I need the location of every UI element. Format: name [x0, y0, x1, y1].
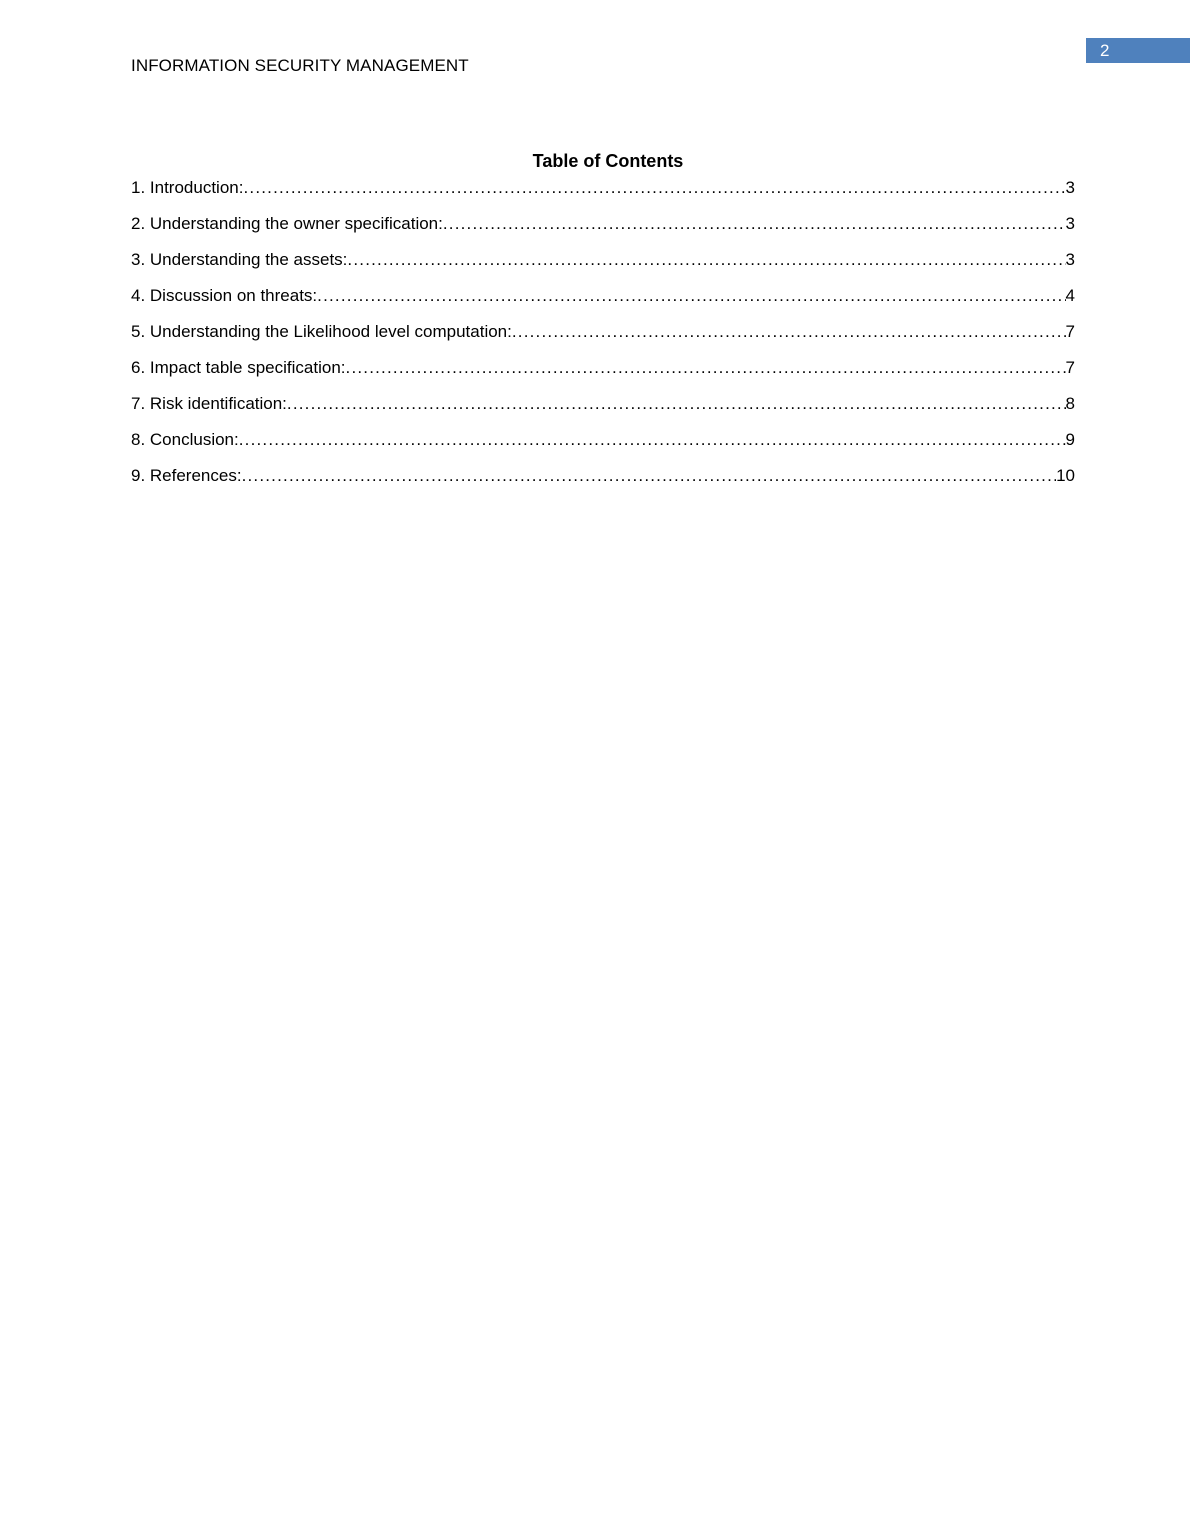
toc-entry[interactable]	[131, 393, 1075, 429]
toc-entry-page: 3	[1065, 178, 1075, 197]
toc-entry[interactable]	[131, 465, 1075, 501]
toc-title: Table of Contents	[532, 151, 684, 171]
toc-entry-label: 6. Impact table specification:	[131, 358, 346, 377]
toc-entry-label: 4. Discussion on threats:	[131, 286, 318, 305]
toc-entry-label: 2. Understanding the owner specification:	[131, 214, 443, 233]
toc-entry-label: 5. Understanding the Likelihood level computation:	[131, 322, 512, 341]
toc-entry-page: 3	[1065, 250, 1075, 269]
toc-entry-page: 8	[1065, 394, 1075, 413]
toc-entry-page: 9	[1065, 430, 1075, 449]
dot-leader	[347, 249, 1065, 285]
toc-entry-page: 7	[1065, 322, 1075, 341]
toc-entry[interactable]	[131, 321, 1075, 357]
table-of-contents	[131, 177, 1075, 501]
dot-leader	[443, 213, 1066, 249]
toc-entry[interactable]	[131, 357, 1075, 393]
dot-leader	[243, 177, 1065, 213]
toc-entry-label: 3. Understanding the assets:	[131, 250, 348, 269]
toc-entry[interactable]	[131, 429, 1075, 465]
toc-entry[interactable]	[131, 213, 1075, 249]
dot-leader	[242, 465, 1057, 501]
dot-leader	[346, 357, 1066, 393]
toc-entry-label: 1. Introduction:	[131, 178, 244, 197]
toc-entry[interactable]	[131, 249, 1075, 285]
dot-leader	[287, 393, 1066, 429]
page-number-badge: 2	[1086, 38, 1190, 63]
toc-entry-label: 7. Risk identification:	[131, 394, 287, 413]
toc-entry-label: 9. References:	[131, 466, 242, 485]
running-header: INFORMATION SECURITY MANAGEMENT	[131, 56, 469, 75]
toc-entry-page: 3	[1065, 214, 1075, 233]
toc-entry[interactable]	[131, 285, 1075, 321]
dot-leader	[317, 285, 1065, 321]
toc-entry[interactable]	[131, 177, 1075, 213]
toc-entry-label: 8. Conclusion:	[131, 430, 239, 449]
toc-entry-page: 4	[1065, 286, 1075, 305]
dot-leader	[239, 429, 1066, 465]
toc-entry-page: 7	[1065, 358, 1075, 377]
dot-leader	[512, 321, 1066, 357]
toc-entry-page: 10	[1056, 466, 1075, 485]
